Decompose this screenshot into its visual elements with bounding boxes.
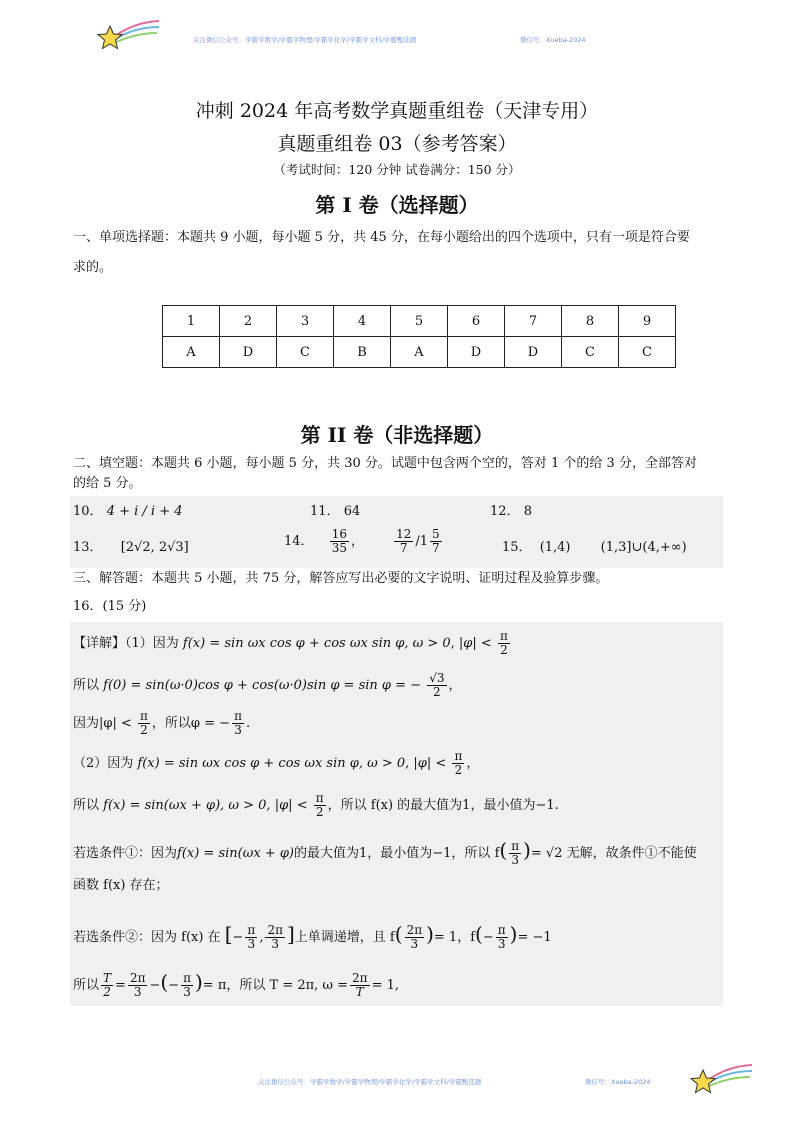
fraction: $\frac{\pi}{3}$: [497, 923, 506, 951]
table-cell: 4: [334, 306, 391, 337]
fill-q10: [73, 502, 183, 522]
fraction: $\frac{\pi}{3}$: [511, 839, 520, 867]
table-cell: A: [163, 337, 220, 368]
header-text: 关注微信公众号：学霸学数学/学霸学物理/学霸学化学/学霸学文科/学霸甄选题: [193, 36, 417, 44]
table-cell: 3: [277, 306, 334, 337]
table-cell: C: [619, 337, 676, 368]
solution-text: 若选条件②：因为 f(x) 在: [73, 930, 221, 945]
solution-math: f(0) = sin(ω·0)cos φ + cos(ω·0)sin φ = sin φ = −: [103, 678, 422, 693]
solution-text: 因为|φ| <: [73, 716, 132, 731]
fraction: $\frac{2\pi}{3}$: [406, 923, 423, 951]
q11-number: 11．: [310, 504, 340, 519]
q15-number: 15．: [502, 540, 532, 555]
solution-line-5: [73, 792, 559, 820]
solution-text: 若选条件①：因为: [73, 846, 178, 861]
fraction: $\frac{\pi}{3}$: [183, 971, 191, 999]
solution-text: = 1，f: [433, 930, 476, 945]
solution-line-4: [73, 750, 479, 778]
fraction: $\frac{\pi}{2}$: [499, 629, 508, 657]
fraction: $\frac{T}{2}$: [103, 971, 112, 999]
doc-subtitle: 真题重组卷 03（参考答案）: [277, 133, 517, 155]
table-row-numbers: [163, 306, 676, 337]
fraction: $\frac{\pi}{2}$: [454, 749, 463, 777]
table-cell: 8: [562, 306, 619, 337]
solution-text: 的最大值为1，最小值为−1，所以 f: [294, 846, 500, 861]
table-cell: C: [277, 337, 334, 368]
q14-fraction-c: $\frac{5}{7}$: [432, 527, 440, 555]
q12-number: 12．: [490, 504, 520, 519]
header-wechat: 微信号：Xueba-2024: [520, 36, 586, 44]
part2-instruction-1: 二、填空题：本题共 6 小题，每小题 5 分，共 30 分。试题中包含两个空的，答对 1 个的给 3 分，全部答对: [73, 456, 697, 471]
q14-fraction-a: $\frac{16}{35}$: [331, 527, 347, 555]
solution-line-8: 若选条件②：因为 f(x) 在 [− $\frac{\pi}{3}$ , $\frac{2\pi}{3}$ ]上单调递增，且 f( $\frac{2\pi}{3}$ )= 1，f(− $\frac{\pi}{3}$ )= −1: [73, 922, 552, 951]
part1-instruction-2: 求的。: [73, 260, 113, 275]
solve-instruction: 三、解答题：本题共 5 小题，共 75 分，解答应写出必要的文字说明、证明过程及验算步骤。: [73, 571, 609, 586]
footer-wechat: 微信号：Xueba-2024: [585, 1078, 651, 1086]
solution-text: ，: [448, 678, 462, 693]
fraction: $\frac{2\pi}{3}$: [129, 971, 146, 999]
table-cell: 2: [220, 306, 277, 337]
table-cell: 6: [448, 306, 505, 337]
solution-text: = √2 无解，故条件①不能使: [530, 846, 697, 861]
solution-line-7: 函数 f(x) 存在；: [73, 878, 169, 893]
solution-line-9: 所以 $\frac{T}{2}$ = $\frac{2\pi}{3}$ −(− $\frac{\pi}{3}$ )= π，所以 T = 2π, ω = $\frac{2\pi}{T}$ = 1,: [73, 970, 400, 999]
fraction: $\frac{2\pi}{3}$: [267, 923, 283, 951]
fraction: $\frac{\pi}{3}$: [234, 709, 242, 737]
solution-block: [70, 622, 723, 1006]
table-cell: D: [448, 337, 505, 368]
fill-q11: [310, 502, 360, 522]
table-cell: A: [391, 337, 448, 368]
solution-text: 所以: [73, 978, 100, 993]
part2-heading: 第 II 卷（非选择题）: [300, 423, 494, 447]
fraction: $\frac{2\pi}{T}$: [352, 971, 368, 999]
solution-text: ，: [466, 756, 480, 771]
fill-q14: 14． $\frac{16}{35}$ ， $\frac{12}{7}$ /1 $\frac{5}{7}$: [284, 527, 440, 555]
table-row-answers: [163, 337, 676, 368]
solution-line-2: [73, 672, 462, 700]
star-logo-icon: [688, 1062, 753, 1100]
q13-number: 13．: [73, 540, 103, 555]
part1-instruction-1: 一、单项选择题：本题共 9 小题，每小题 5 分，共 45 分，在每小题给出的四个选项中，只有一项是符合要: [73, 230, 690, 245]
q14-number: 14．: [284, 534, 314, 549]
solution-math: f(x) = sin ωx cos φ + cos ωx sin φ, ω > 0, |φ| <: [182, 636, 492, 651]
answer-table: [162, 305, 676, 368]
solution-text: 所以: [73, 678, 100, 693]
table-cell: D: [505, 337, 562, 368]
table-cell: 9: [619, 306, 676, 337]
fraction: $\frac{\pi}{2}$: [315, 791, 324, 819]
table-cell: 7: [505, 306, 562, 337]
solution-text: = −1: [517, 930, 552, 945]
q12-answer: 8: [523, 504, 532, 519]
fraction: $\frac{\pi}{2}$: [140, 709, 148, 737]
solution-text: ，所以φ = −: [151, 716, 231, 731]
q10-number: 10．: [73, 504, 103, 519]
solution-text: 【详解】（1）因为: [73, 636, 179, 651]
solution-math: f(x) = sin ωx cos φ + cos ωx sin φ, ω > 0, |φ| <: [137, 756, 447, 771]
part2-instruction-2: 的给 5 分。: [73, 476, 142, 491]
part1-heading: 第 I 卷（选择题）: [315, 193, 479, 217]
fill-q15: [502, 538, 687, 558]
exam-info: （考试时间：120 分钟 试卷满分：150 分）: [273, 162, 521, 177]
solution-text: = 1,: [371, 978, 400, 993]
table-cell: D: [220, 337, 277, 368]
q14-fraction-b: $\frac{12}{7}$: [396, 527, 412, 555]
solution-text: ，所以 f(x) 的最大值为1，最小值为−1.: [327, 798, 559, 813]
fill-answers-block: [70, 496, 723, 568]
fraction: $\frac{√3}{2}$: [429, 671, 445, 699]
footer-text: 关注微信公众号：学霸学数学/学霸学物理/学霸学化学/学霸学文科/学霸甄选题: [258, 1078, 482, 1086]
doc-title: 冲刺 2024 年高考数学真题重组卷（天津专用）: [195, 100, 599, 122]
fill-q13: [73, 538, 189, 558]
solution-text: （2）因为: [73, 756, 134, 771]
q16-label: 16．(15 分): [73, 599, 147, 614]
fraction: $\frac{\pi}{3}$: [247, 923, 256, 951]
table-cell: 1: [163, 306, 220, 337]
solution-math: f(x) = sin(ωx + φ), ω > 0, |φ| <: [103, 798, 308, 813]
solution-line-3: [73, 710, 250, 738]
solution-math: f(x) = sin(ωx + φ): [177, 846, 294, 861]
q10-answer: 4 + i / i + 4: [106, 504, 183, 519]
solution-text: = π，所以 T = 2π, ω =: [202, 978, 349, 993]
q15-answer-a: (1,4): [539, 540, 571, 555]
solution-line-6: 若选条件①：因为f(x) = sin(ωx + φ)的最大值为1，最小值为−1，所以 f( $\frac{\pi}{3}$ )= √2 无解，故条件①不能使: [73, 838, 697, 867]
fill-q12: [490, 502, 532, 522]
table-cell: 5: [391, 306, 448, 337]
q11-answer: 64: [343, 504, 361, 519]
q15-answer-b: (1,3]∪(4,+∞): [600, 540, 687, 555]
star-logo-icon: [95, 18, 160, 56]
solution-text: 所以: [73, 798, 100, 813]
table-cell: C: [562, 337, 619, 368]
solution-line-1: [73, 630, 512, 658]
q13-answer: [2√2, 2√3]: [120, 540, 189, 555]
solution-text: .: [245, 716, 251, 731]
solution-text: 上单调递增，且 f: [294, 930, 395, 945]
table-cell: B: [334, 337, 391, 368]
